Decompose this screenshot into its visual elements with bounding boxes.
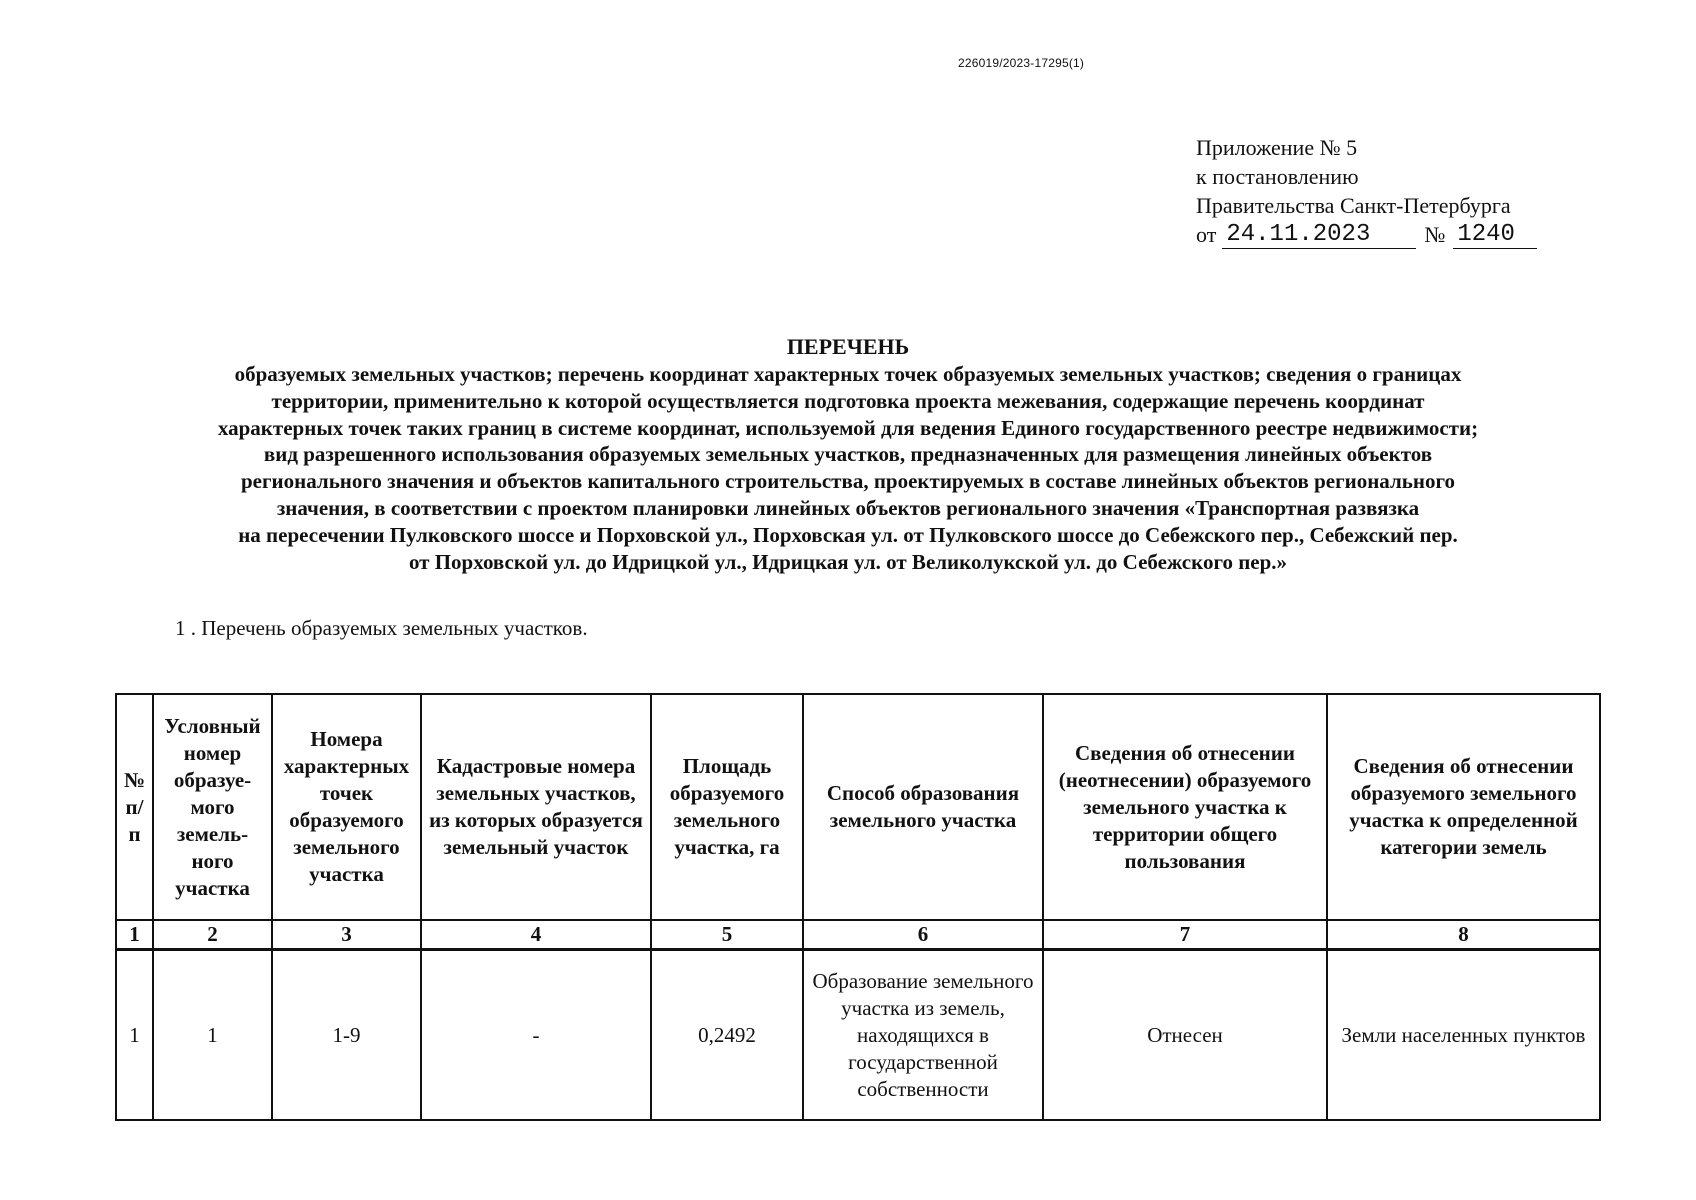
- table-header-row: [116, 694, 1600, 920]
- column-number: 3: [272, 920, 421, 950]
- heading-line: образуемых земельных участков; перечень координат характерных точек образуемых земельных участков; сведения о границах: [234, 362, 1462, 386]
- cell-land-category: Земли населенных пунктов: [1327, 950, 1600, 1121]
- header-cell-points: Номера характерных точек образуемого земельного участка: [272, 694, 421, 920]
- heading-line: территории, применительно к которой осуществляется подготовка проекта межевания, содержащие перечень координат: [271, 388, 1425, 413]
- resolution-date: 24.11.2023: [1222, 222, 1416, 249]
- cell-area: 0,2492: [651, 950, 803, 1121]
- document-heading: [100, 361, 1596, 575]
- cell-public-use: Отнесен: [1043, 950, 1327, 1121]
- cell-conditional-number: 1: [153, 950, 272, 1121]
- appendix-resolution: к постановлению: [1196, 164, 1359, 189]
- header-cell-conditional-number: Условный номер образуе-мого земель-ного участка: [153, 694, 272, 920]
- cell-method: Образование земельного участка из земель, находящихся в государственной собственности: [803, 950, 1043, 1121]
- column-number: 2: [153, 920, 272, 950]
- header-cell-public-use: Сведения об отнесении (неотнесении) образуемого земельного участка к территории общего пользования: [1043, 694, 1327, 920]
- heading-line: на пересечении Пулковского шоссе и Порховской ул., Порховская ул. от Пулковского шоссе до Себежского пер., Себежский пер.: [238, 522, 1458, 547]
- appendix-date-line: [1196, 220, 1537, 249]
- column-number: 7: [1043, 920, 1327, 950]
- column-number: 8: [1327, 920, 1600, 950]
- cell-points: 1-9: [272, 950, 421, 1121]
- header-cell-method: Способ образования земельного участка: [803, 694, 1043, 920]
- heading-line: характерных точек таких границ в системе координат, используемой для ведения Единого государственного реестре недвижимости;: [217, 415, 1479, 440]
- document-registration-number: 226019/2023-17295(1): [958, 56, 1085, 70]
- document-title: ПЕРЕЧЕНЬ: [786, 334, 910, 359]
- section-title: 1 . Перечень образуемых земельных участков.: [175, 616, 588, 640]
- appendix-government: Правительства Санкт-Петербурга: [1196, 193, 1511, 218]
- appendix-block: [1196, 133, 1537, 249]
- header-cell-area: Площадь образуемого земельного участка, га: [651, 694, 803, 920]
- number-prefix: №: [1424, 222, 1446, 247]
- appendix-number: Приложение № 5: [1196, 135, 1358, 160]
- header-cell-number: № п/п: [116, 694, 153, 920]
- table-column-numbers-row: [116, 920, 1600, 950]
- header-cell-cadastral-numbers: Кадастровые номера земельных участков, из которых образуется земельный участок: [421, 694, 651, 920]
- header-cell-land-category: Сведения об отнесении образуемого земельного участка к определенной категории земель: [1327, 694, 1600, 920]
- heading-line: от Порховской ул. до Идрицкой ул., Идрицкая ул. от Великолукской ул. до Себежского пер.»: [408, 549, 1288, 574]
- cell-number: 1: [116, 950, 153, 1121]
- heading-line: регионального значения и объектов капитального строительства, проектируемых в составе линейных объектов регионального: [241, 469, 1455, 494]
- land-plots-table: [115, 693, 1601, 1121]
- resolution-number: 1240: [1453, 222, 1537, 249]
- column-number: 4: [421, 920, 651, 950]
- heading-line: значения, в соответствии с проектом планировки линейных объектов регионального значения «Транспортная развязка: [276, 495, 1420, 520]
- column-number: 5: [651, 920, 803, 950]
- date-prefix: от: [1196, 222, 1217, 247]
- column-number: 6: [803, 920, 1043, 950]
- column-number: 1: [116, 920, 153, 950]
- heading-line: вид разрешенного использования образуемых земельных участков, предназначенных для размещения линейных объектов: [263, 442, 1433, 467]
- cell-cadastral-numbers: -: [421, 950, 651, 1121]
- table-row: [116, 950, 1600, 1121]
